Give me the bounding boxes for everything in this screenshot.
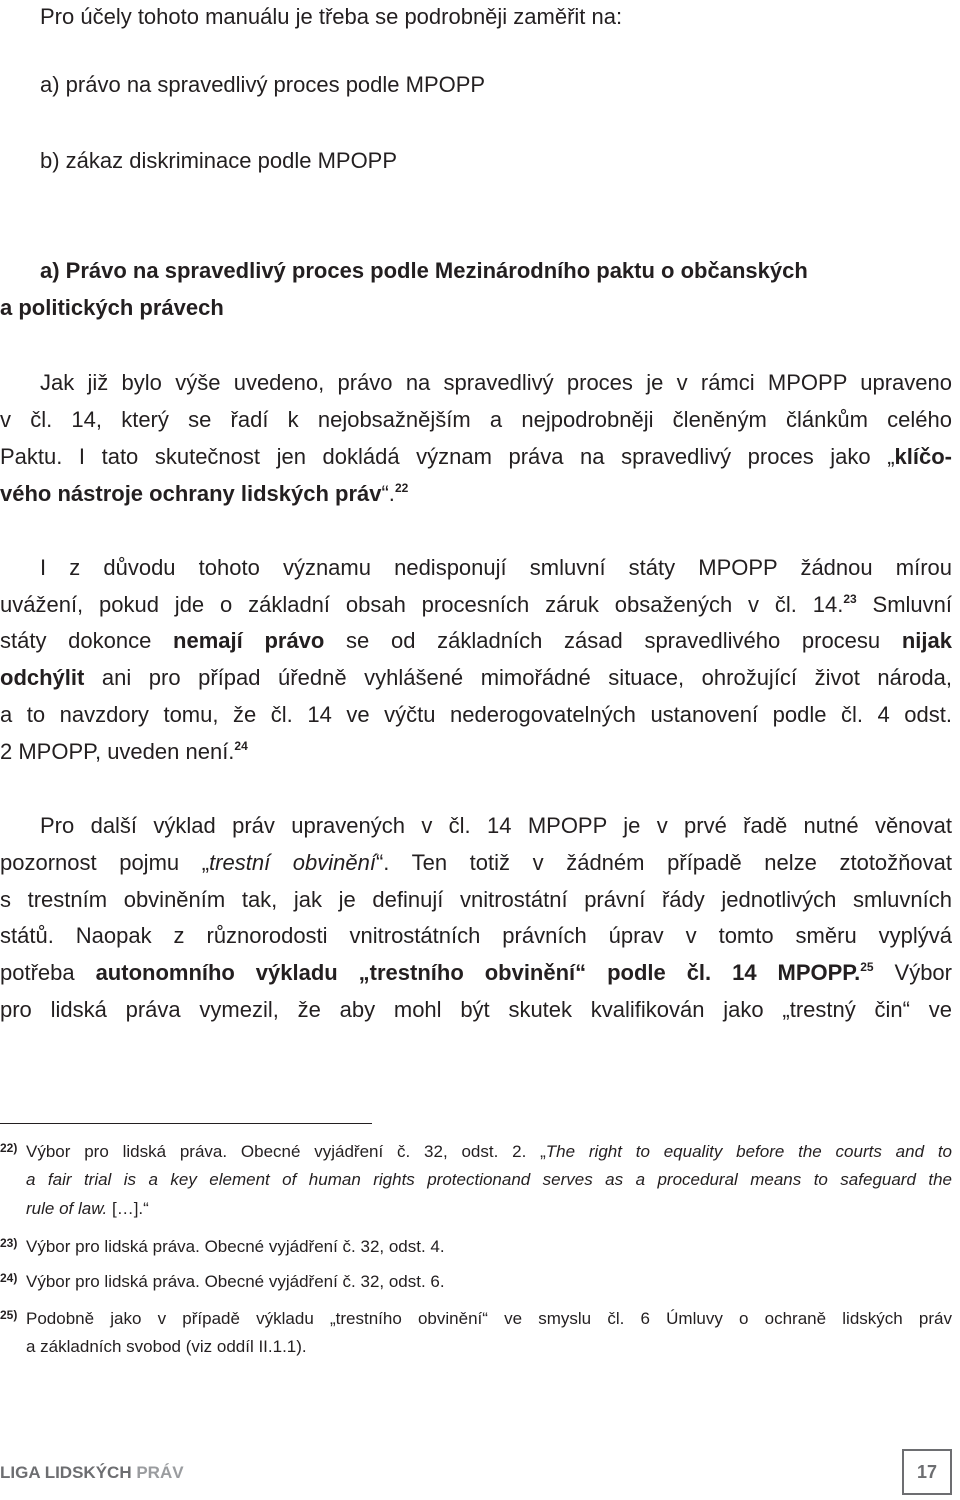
section-heading-line2: a politických právech <box>0 295 224 320</box>
footnote-number: 22) <box>0 1141 18 1155</box>
p3-line5: potřeba autonomního výkladu „trestního obvinění“ podle čl. 14 MPOPP.$^{25}$ Výbor <box>0 960 952 985</box>
footnote-ref-25[interactable]: 25 <box>860 960 874 974</box>
footnote-ref-22[interactable]: 22 <box>394 481 409 495</box>
list-item-b: b) zákaz diskriminace podle MPOPP <box>40 148 398 173</box>
page-number: 17 <box>902 1449 952 1495</box>
p3-line6: pro lidská práva vymezil, že aby mohl být skutek kvalifikován jako „trestný čin“ ve <box>0 997 952 1022</box>
p2-line5: a to navzdory tomu, že čl. 14 ve výčtu nederogovatelných ustanovení podle čl. 4 odst. <box>0 702 952 727</box>
footnote-number: 24) <box>0 1271 18 1285</box>
p3-line3: s trestním obviněním tak, jak je definují vnitrostátní právní řády jednotlivých smluvních <box>0 887 952 912</box>
p2-line1: I z důvodu tohoto významu nedisponují smluvní státy MPOPP žádnou mírou <box>40 555 952 580</box>
footnote-22: 22) Výbor pro lidská práva. Obecné vyjádření č. 32, odst. 2. „The right to equality before the courts and to a fair trial is a key element of human rights protectionand serves as a procedural means to safeguard the rule of law. […].“ <box>0 1140 960 1220</box>
p2-line6: 2 MPOPP, uveden není.$^{24}$ <box>0 739 248 764</box>
p2-line3: státy dokonce nemají právo se od základních zásad spravedlivého procesu nijak <box>0 628 952 653</box>
footnote-ref-23[interactable]: 23 <box>843 592 857 606</box>
p1-line3: Paktu. I tato skutečnost jen dokládá význam práva na spravedlivý proces jako „klíčo- <box>0 444 952 469</box>
footnote-number: 25) <box>0 1308 18 1322</box>
p1-line2: v čl. 14, který se řadí k nejobsažnějším a nejpodrobněji členěným článkům celého <box>0 407 952 432</box>
intro-lead: Pro účely tohoto manuálu je třeba se podrobněji zaměřit na: <box>40 4 623 29</box>
p1-line1: Jak již bylo výše uvedeno, právo na spravedlivý proces je v rámci MPOPP upraveno <box>40 370 952 395</box>
section-heading-line1: a) Právo na spravedlivý proces podle Mezinárodního paktu o občanských <box>40 258 808 283</box>
p1-line4: vého nástroje ochrany lidských práv“.$^{22}$ <box>0 481 409 506</box>
footnote-separator <box>0 1123 372 1124</box>
footnote-number: 23) <box>0 1236 18 1250</box>
footnote-ref-24[interactable]: 24 <box>234 739 248 753</box>
p3-line1: Pro další výklad práv upravených v čl. 14 MPOPP je v prvé řadě nutné věnovat <box>40 813 952 838</box>
p2-line4: odchýlit ani pro případ úředně vyhlášené mimořádné situace, ohrožující život národa, <box>0 665 952 690</box>
p3-line2: pozornost pojmu „trestní obvinění“. Ten totiž v žádném případě nelze ztotožňovat <box>0 850 952 875</box>
p2-line2: uvážení, pokud jde o základní obsah procesních záruk obsažených v čl. 14.23 Smluvní <box>0 592 952 617</box>
list-item-a: a) právo na spravedlivý proces podle MPOPP <box>40 72 486 97</box>
publisher-logo: LIGA LIDSKÝCH PRÁV <box>0 1463 184 1482</box>
p3-line4: států. Naopak z různorodosti vnitrostátních právních úprav v tomto směru vyplývá <box>0 923 952 948</box>
